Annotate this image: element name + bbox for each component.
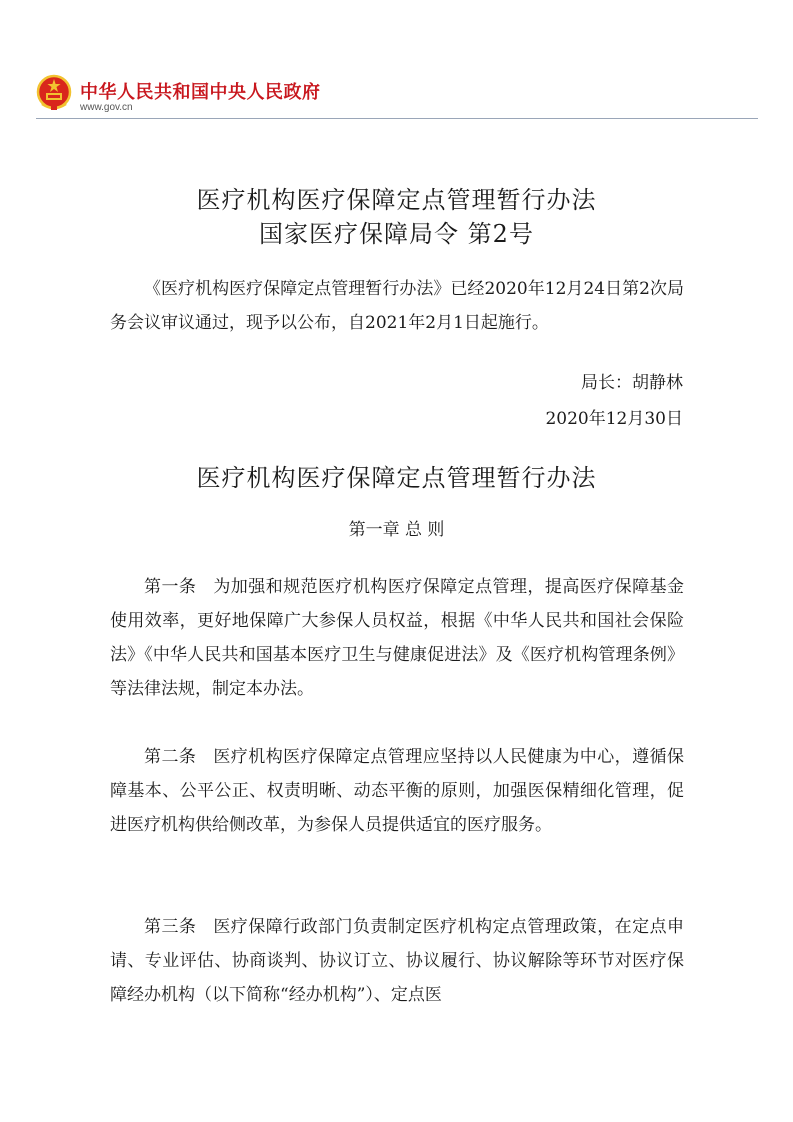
article-label: 第三条: [144, 917, 197, 937]
site-name[interactable]: 中华人民共和国中央人民政府: [80, 82, 321, 103]
signature-title: 局长：胡静林: [581, 373, 683, 393]
article-label: 第二条: [144, 747, 197, 767]
article-text: 为加强和规范医疗机构医疗保障定点管理，提高医疗保障基金使用效率，更好地保障广大参保人员权益，根据《中华人民共和国社会保险法》《中华人民共和国基本医疗卫生与健康促进法》及《医疗机构管理条例》等法律法规，制定本办法。: [110, 577, 685, 699]
article-paragraph: [110, 570, 684, 706]
national-emblem-icon: [36, 74, 72, 112]
document-order-number: 国家医疗保障局令 第2号: [259, 220, 534, 248]
signature-date: 2020年12月30日: [545, 409, 683, 429]
article-paragraph: [110, 910, 684, 1012]
article-text: 医疗保障行政部门负责制定医疗机构定点管理政策，在定点申请、专业评估、协商谈判、协议订立、协议履行、协议解除等环节对医疗保障经办机构（以下简称“经办机构”）、定点医: [110, 917, 685, 1005]
article-paragraph: [110, 740, 684, 842]
site-url[interactable]: www.gov.cn: [80, 102, 133, 113]
header-divider: [36, 118, 758, 119]
intro-paragraph: 《医疗机构医疗保障定点管理暂行办法》已经2020年12月24日第2次局务会议审议通过，现予以公布，自2021年2月1日起施行。: [110, 279, 684, 333]
site-header: [36, 70, 756, 122]
document-title: 医疗机构医疗保障定点管理暂行办法: [196, 186, 597, 214]
chapter-heading: 第一章 总 则: [348, 520, 445, 540]
body-title: 医疗机构医疗保障定点管理暂行办法: [196, 464, 597, 492]
article-text: 医疗机构医疗保障定点管理应坚持以人民健康为中心，遵循保障基本、公平公正、权责明晰、动态平衡的原则，加强医保精细化管理，促进医疗机构供给侧改革，为参保人员提供适宜的医疗服务。: [110, 747, 685, 835]
article-label: 第一条: [144, 577, 197, 597]
